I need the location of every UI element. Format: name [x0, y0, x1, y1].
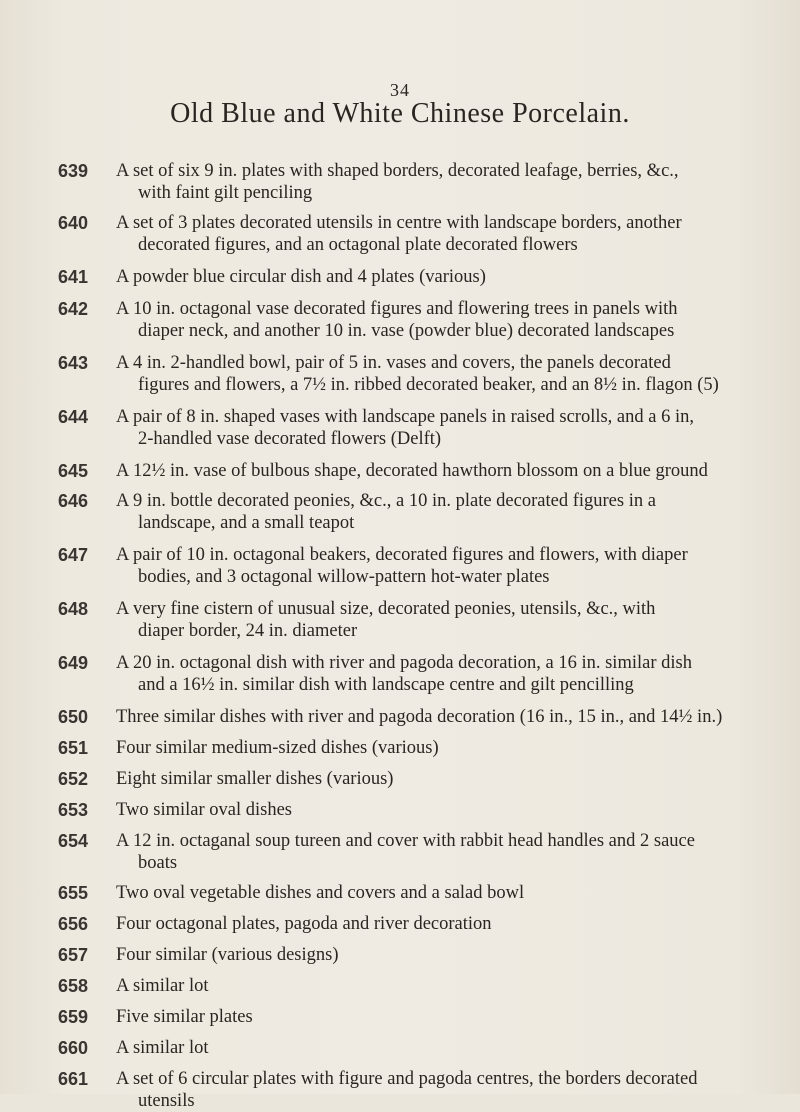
lot-description-line: Three similar dishes with river and pagoda decoration (16 in., 15 in., and 14½ in.) [116, 707, 723, 727]
lot-description [116, 768, 748, 790]
lot-description [116, 490, 748, 534]
lot-entry [58, 1037, 748, 1059]
lot-number: 659 [58, 1007, 89, 1027]
lot-description [116, 1006, 748, 1028]
lot-entry [58, 706, 748, 728]
lot-number: 660 [58, 1038, 89, 1058]
lot-description [116, 1068, 748, 1112]
lot-entry [58, 768, 748, 790]
lot-description-line: A 10 in. octagonal vase decorated figures and flowering trees in panels with [116, 299, 678, 319]
lot-description-line: A set of 3 plates decorated utensils in centre with landscape borders, another [116, 213, 682, 233]
lot-description [116, 598, 748, 642]
lot-entry [58, 460, 748, 482]
lot-description-line: utensils [138, 1091, 195, 1111]
lot-number: 658 [58, 976, 89, 996]
lot-description-line: and a 16½ in. similar dish with landscape centre and gilt pencilling [138, 675, 634, 695]
lot-entry [58, 652, 748, 696]
lot-entry [58, 160, 748, 204]
lot-description [116, 737, 748, 759]
lot-description-line: A very fine cistern of unusual size, decorated peonies, utensils, &c., with [116, 599, 656, 619]
lot-entry [58, 913, 748, 935]
lot-entry [58, 298, 748, 342]
lot-description-line: Two similar oval dishes [116, 800, 292, 820]
page-number: 34 [390, 80, 410, 100]
lot-number: 646 [58, 491, 89, 511]
lot-description-line: bodies, and 3 octagonal willow-pattern hot-water plates [138, 567, 550, 587]
lot-number: 645 [58, 461, 89, 481]
lot-entry [58, 212, 748, 256]
lot-entry [58, 1006, 748, 1028]
lot-description [116, 652, 748, 696]
lot-description-line: figures and flowers, a 7½ in. ribbed decorated beaker, and an 8½ in. flagon (5) [138, 375, 719, 395]
lot-description-line: A similar lot [116, 976, 209, 996]
lot-description [116, 160, 748, 204]
lot-description [116, 544, 748, 588]
lot-description [116, 799, 748, 821]
lot-description [116, 882, 748, 904]
lot-description-line: A 12½ in. vase of bulbous shape, decorated hawthorn blossom on a blue ground [116, 461, 708, 481]
lot-number: 650 [58, 707, 89, 727]
lot-description [116, 406, 748, 450]
lot-description [116, 944, 748, 966]
lot-description [116, 352, 748, 396]
lot-list [58, 151, 748, 1112]
lot-number: 642 [58, 299, 89, 319]
lot-entry [58, 266, 748, 288]
lot-description [116, 298, 748, 342]
lot-entry [58, 1068, 748, 1112]
lot-entry [58, 544, 748, 588]
page-title: Old Blue and White Chinese Porcelain. [170, 98, 630, 129]
lot-description-line: diaper neck, and another 10 in. vase (powder blue) decorated landscapes [138, 321, 675, 341]
lot-description-line: Eight similar smaller dishes (various) [116, 769, 394, 789]
lot-description-line: Four similar medium-sized dishes (various) [116, 738, 439, 758]
lot-description-line: Four octagonal plates, pagoda and river decoration [116, 914, 492, 934]
lot-description [116, 212, 748, 256]
lot-number: 655 [58, 883, 89, 903]
lot-description-line: A set of 6 circular plates with figure and pagoda centres, the borders decorated [116, 1069, 698, 1089]
lot-description-line: A set of six 9 in. plates with shaped borders, decorated leafage, berries, &c., [116, 161, 679, 181]
lot-number: 651 [58, 738, 89, 758]
lot-description [116, 706, 748, 728]
lot-number: 657 [58, 945, 89, 965]
lot-description-line: A powder blue circular dish and 4 plates (various) [116, 267, 486, 287]
lot-number: 647 [58, 545, 89, 565]
lot-description-line: landscape, and a small teapot [138, 513, 355, 533]
lot-description-line: Five similar plates [116, 1007, 253, 1027]
lot-number: 656 [58, 914, 89, 934]
lot-number: 652 [58, 769, 89, 789]
lot-description-line: A 9 in. bottle decorated peonies, &c., a 10 in. plate decorated figures in a [116, 491, 656, 511]
lot-number: 661 [58, 1069, 89, 1089]
lot-description-line: with faint gilt penciling [138, 183, 313, 203]
lot-description [116, 913, 748, 935]
lot-description-line: A pair of 10 in. octagonal beakers, decorated figures and flowers, with diaper [116, 545, 688, 565]
lot-description-line: Two oval vegetable dishes and covers and a salad bowl [116, 883, 525, 903]
lot-number: 641 [58, 267, 89, 287]
lot-description [116, 266, 748, 288]
lot-number: 643 [58, 353, 89, 373]
lot-description-line: Four similar (various designs) [116, 945, 339, 965]
lot-description [116, 975, 748, 997]
lot-number: 648 [58, 599, 89, 619]
lot-entry [58, 490, 748, 534]
lot-entry [58, 406, 748, 450]
lot-description-line: diaper border, 24 in. diameter [138, 621, 358, 641]
lot-description-line: A 20 in. octagonal dish with river and pagoda decoration, a 16 in. similar dish [116, 653, 692, 673]
lot-entry [58, 737, 748, 759]
lot-description-line: A pair of 8 in. shaped vases with landscape panels in raised scrolls, and a 6 in, [116, 407, 694, 427]
lot-number: 644 [58, 407, 89, 427]
lot-entry [58, 882, 748, 904]
lot-number: 639 [58, 161, 89, 181]
lot-description [116, 1037, 748, 1059]
lot-description-line: A 12 in. octaganal soup tureen and cover with rabbit head handles and 2 sauce [116, 831, 695, 851]
lot-number: 653 [58, 800, 89, 820]
lot-description-line: boats [138, 853, 178, 873]
lot-number: 640 [58, 213, 89, 233]
lot-number: 654 [58, 831, 89, 851]
lot-description-line: A similar lot [116, 1038, 209, 1058]
lot-description-line: A 4 in. 2-handled bowl, pair of 5 in. vases and covers, the panels decorated [116, 353, 671, 373]
lot-description [116, 830, 748, 874]
lot-description-line: 2-handled vase decorated flowers (Delft) [138, 429, 442, 449]
lot-entry [58, 352, 748, 396]
lot-entry [58, 799, 748, 821]
lot-entry [58, 598, 748, 642]
lot-number: 649 [58, 653, 89, 673]
lot-entry [58, 944, 748, 966]
lot-entry [58, 975, 748, 997]
lot-entry [58, 830, 748, 874]
lot-description [116, 460, 748, 482]
lot-description-line: decorated figures, and an octagonal plate decorated flowers [138, 235, 578, 255]
